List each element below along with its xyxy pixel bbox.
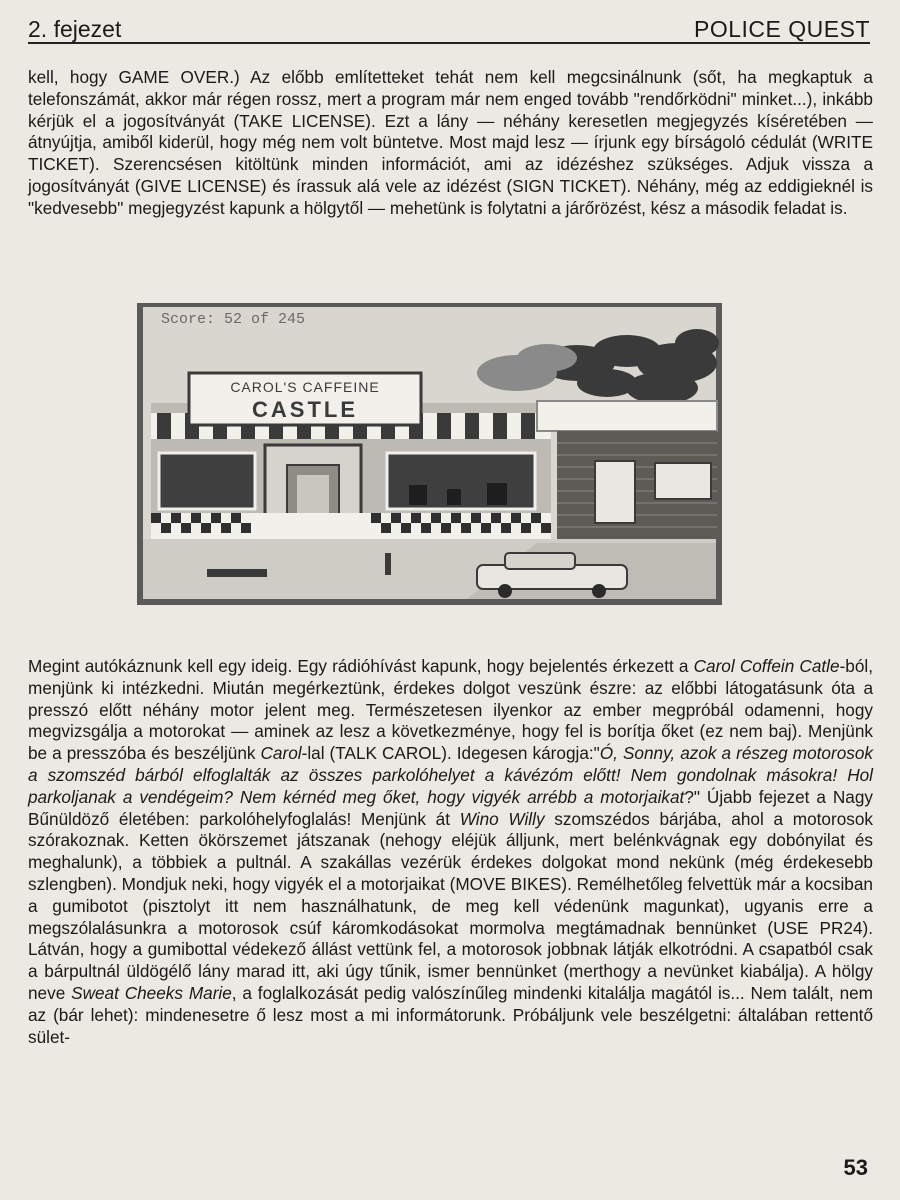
para2-emphasis-marie: Sweat Cheeks Marie xyxy=(71,982,232,1003)
cafe-sign-line2: CASTLE xyxy=(252,397,358,422)
cafe-sign-line1: CAROL'S CAFFEINE xyxy=(230,379,380,395)
para2-text-3: -lal (TALK CAROL). Idegesen károgja:" xyxy=(301,743,600,764)
page-header xyxy=(28,14,870,44)
score-readout: Score: 52 of 245 xyxy=(161,311,306,328)
para2-text-1: Megint autókáznunk kell egy ideig. Egy rádióhívást kapunk, hogy bejelentés érkezett a xyxy=(28,656,694,676)
para2-emphasis-carol-cafe: Carol Coffein Catle xyxy=(693,656,840,676)
para2-text-6: , a foglalkozását pedig valószínűleg mindenki kitalálja magától is... Nem talált, nem az (bár lehet): mindenesetre ő lesz most a mi informátorunk. Próbáljunk vele beszélgetni: általában rettentő sület- xyxy=(28,982,873,1047)
para2-text-5: szomszédos bárjába, ahol a motorosok szórakoznak. Ketten ökörszemet játszanak (nehogy eléjük álljunk, mert belénkvágnak egy dobónyilat és meghalunk), a többiek a pultnál. A szakállas vezérük érdekes dolgokat mond nekünk (még érdekesebb szlengben). Mondjuk neki, hogy vigyék el a motorjaikat (MOVE BIKES). Remélhetőleg felvettük már a kocsiban a gumibotot (pisztolyt itt nem használhatunk, de meg kell védenünk magunkat), ugyanis erre a megszólalásunkra a motorosok csúf káromkodásokat mormolva megtámadnak bennünket (USE PR24). Látván, hogy a gumibottal védekező állást vettünk fel, a motorosok jobbnak látják elkotródni. A csapatból csak a bárpultnál üldögélő lány marad itt, aki úgy tűnik, ismer bennünket (merthogy a nevünket kiabálja). A hölgy neve xyxy=(28,808,874,1003)
para2-emphasis-carol: Carol xyxy=(260,743,302,764)
paragraph-2 xyxy=(28,656,873,1048)
page-number: 53 xyxy=(843,1155,868,1180)
book-title: POLICE QUEST xyxy=(694,16,870,42)
chapter-label: 2. fejezet xyxy=(28,16,122,42)
para2-text-4: ?" Újabb fejezet a Nagy Bűnüldöző életében: parkolóhelyfoglalás! Menjünk át xyxy=(28,786,873,829)
game-screenshot xyxy=(137,303,722,605)
para2-emphasis-quote: Ó, Sonny, azok a részeg motorosok a szomszéd bárból elfoglalták az összes parkolóhelyet a kávézóm előtt! Nem gondolnak másokra! Hol parkoljanak a vendégeim? Nem kérnéd meg őket, hogy vigyék arrébb a motorjaikat xyxy=(28,743,873,807)
para2-emphasis-wino-willy: Wino Willy xyxy=(459,808,545,829)
paragraph-1: kell, hogy GAME OVER.) Az előbb említetteket tehát nem kell megcsinálnunk (sőt, ha megkaptuk a telefonszámát, akkor már régen rossz, mert a program már nem enged tovább "rendőrködni" minket...), inkább kérjük el a jogosítványát (TAKE LICENSE). Ezt a lány — néhány keresetlen megjegyzés kíséretében — átnyújtja, amiből kiderül, hogy még nem volt büntetve. Most majd lesz — írjunk egy bírságoló cédulát (WRITE TICKET). Szerencsésen kitöltünk minden információt, ami az idézéshez szükséges. Adjuk vissza a jogosítványát (GIVE LICENSE) és írassuk alá vele az idézést (SIGN TICKET). Néhány, még az eddigieknél is "kedvesebb" megjegyzést kapunk a hölgytől — mehetünk is folytatni a járőrözést, kész a második feladat is. xyxy=(28,67,873,218)
para2-text-2: -ból, menjünk ki intézkedni. Miután megérkeztünk, érdekes dolgot veszünk észre: az előbbi látogatásunk óta a presszó előtt néhány motor jelent meg. Természetesen ilyenkor az ember megpróbál odamenni, hogy megvizsgálja a motorokat — aminek az lesz a következménye, hogy fel is borítja őket (ez nem baj). Menjünk be a presszóba és beszéljünk xyxy=(28,656,873,764)
